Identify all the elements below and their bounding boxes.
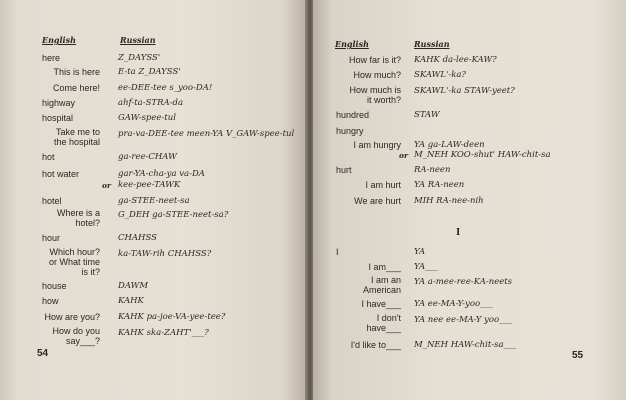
english-term: house	[42, 281, 67, 291]
english-column-header: English	[335, 39, 369, 49]
english-term: hundred	[336, 110, 370, 120]
russian-phonetic: ee-DEE-tee s_yoo-DA!	[118, 83, 213, 93]
russian-phonetic: KAHK	[118, 296, 144, 306]
russian-phonetic: YA ga-LAW-deen	[414, 140, 485, 150]
russian-phonetic: G_DEH ga-STEE-neet-sa?	[118, 210, 229, 220]
english-term: hot	[42, 152, 55, 162]
russian-phonetic: STAW	[414, 110, 440, 120]
russian-phonetic: YA	[414, 247, 426, 257]
right-page	[313, 0, 626, 400]
russian-phonetic: YA___	[414, 262, 438, 272]
english-term: Take me to the hospital	[53, 127, 100, 147]
english-term: I am hungry	[353, 140, 401, 150]
english-term: I am hurt	[365, 180, 401, 190]
english-term: Where is a hotel?	[56, 208, 100, 228]
english-term: hospital	[42, 113, 74, 123]
english-term: How much?	[353, 70, 401, 80]
russian-phonetic: CHAHSS	[118, 233, 157, 243]
english-term: I don't have___	[366, 313, 401, 333]
english-term: We are hurt	[354, 196, 401, 206]
russian-phonetic: YA nee ee-MA-Y yoo___	[414, 315, 512, 325]
english-term: How far is it?	[348, 55, 401, 65]
russian-phonetic: gar-YA-cha-ya va-DA	[118, 169, 205, 179]
english-term: hurt	[336, 165, 352, 175]
russian-phonetic: ka-TAW-rih CHAHSS?	[118, 249, 212, 259]
page-number: 55	[572, 350, 584, 361]
russian-phonetic: SKAWL'-ka STAW-yeet?	[414, 86, 515, 96]
english-term: I am an American	[362, 275, 401, 295]
or-marker: or	[399, 151, 408, 160]
english-term: How do you say___?	[52, 326, 100, 346]
english-term: here	[42, 53, 61, 63]
russian-phonetic: RA-neen	[414, 165, 451, 175]
english-column-header: English	[42, 35, 76, 45]
russian-phonetic-alt: kee-pee-TAWK	[118, 180, 181, 190]
english-term: hungry	[336, 126, 364, 136]
russian-phonetic: YA ee-MA-Y-yoo___	[414, 299, 493, 309]
russian-phonetic: KAHK pa-joe-VA-yee-tee?	[118, 312, 226, 322]
russian-phonetic: ga-ree-CHAW	[118, 152, 177, 162]
english-term: how	[42, 296, 59, 306]
english-term: hotel	[42, 196, 62, 206]
russian-phonetic: KAHK ska-ZAHT'___?	[118, 328, 209, 338]
english-term: I am___	[368, 262, 401, 272]
russian-phonetic: YA a-mee-ree-KA-neets	[414, 277, 513, 287]
english-term: highway	[42, 98, 76, 108]
russian-phonetic: E-ta Z_DAYSS'	[118, 67, 181, 77]
english-term: How much is it worth?	[349, 85, 401, 105]
page-number: 54	[37, 348, 49, 359]
russian-phonetic: M_NEH HAW-chit-sa___	[414, 340, 517, 350]
english-term: How are you?	[44, 312, 100, 322]
or-marker: or	[102, 181, 111, 190]
english-term: hour	[42, 233, 61, 243]
left-page	[0, 0, 307, 400]
russian-column-header: Russian	[414, 39, 450, 49]
section-letter: I	[456, 226, 461, 238]
english-term: This is here	[53, 67, 100, 77]
english-term: hot water	[42, 169, 80, 179]
russian-phonetic: pra-va-DEE-tee meen-YA V_GAW-spee-tul	[118, 129, 295, 139]
russian-phonetic: GAW-spee-tul	[118, 113, 176, 123]
russian-phonetic: ahf-ta-STRA-da	[118, 98, 184, 108]
english-term: I'd like to___	[350, 340, 401, 350]
english-term: I	[336, 247, 339, 257]
russian-column-header: Russian	[120, 35, 156, 45]
russian-phonetic: YA RA-neen	[414, 180, 465, 190]
russian-phonetic: KAHK da-lee-KAW?	[414, 55, 497, 65]
russian-phonetic: MIH RA-nee-nih	[414, 196, 484, 206]
english-term: Come here!	[52, 83, 100, 93]
russian-phonetic: Z_DAYSS'	[118, 53, 161, 63]
english-term: Which hour? or What time is it?	[48, 247, 100, 277]
russian-phonetic: ga-STEE-neet-sa	[118, 196, 190, 206]
russian-phonetic-alt: M_NEH KOO-shut' HAW-chit-sa	[414, 150, 551, 160]
russian-phonetic: DAWM	[118, 281, 149, 291]
english-term: I have___	[361, 299, 401, 309]
russian-phonetic: SKAWL'-ka?	[414, 70, 466, 80]
